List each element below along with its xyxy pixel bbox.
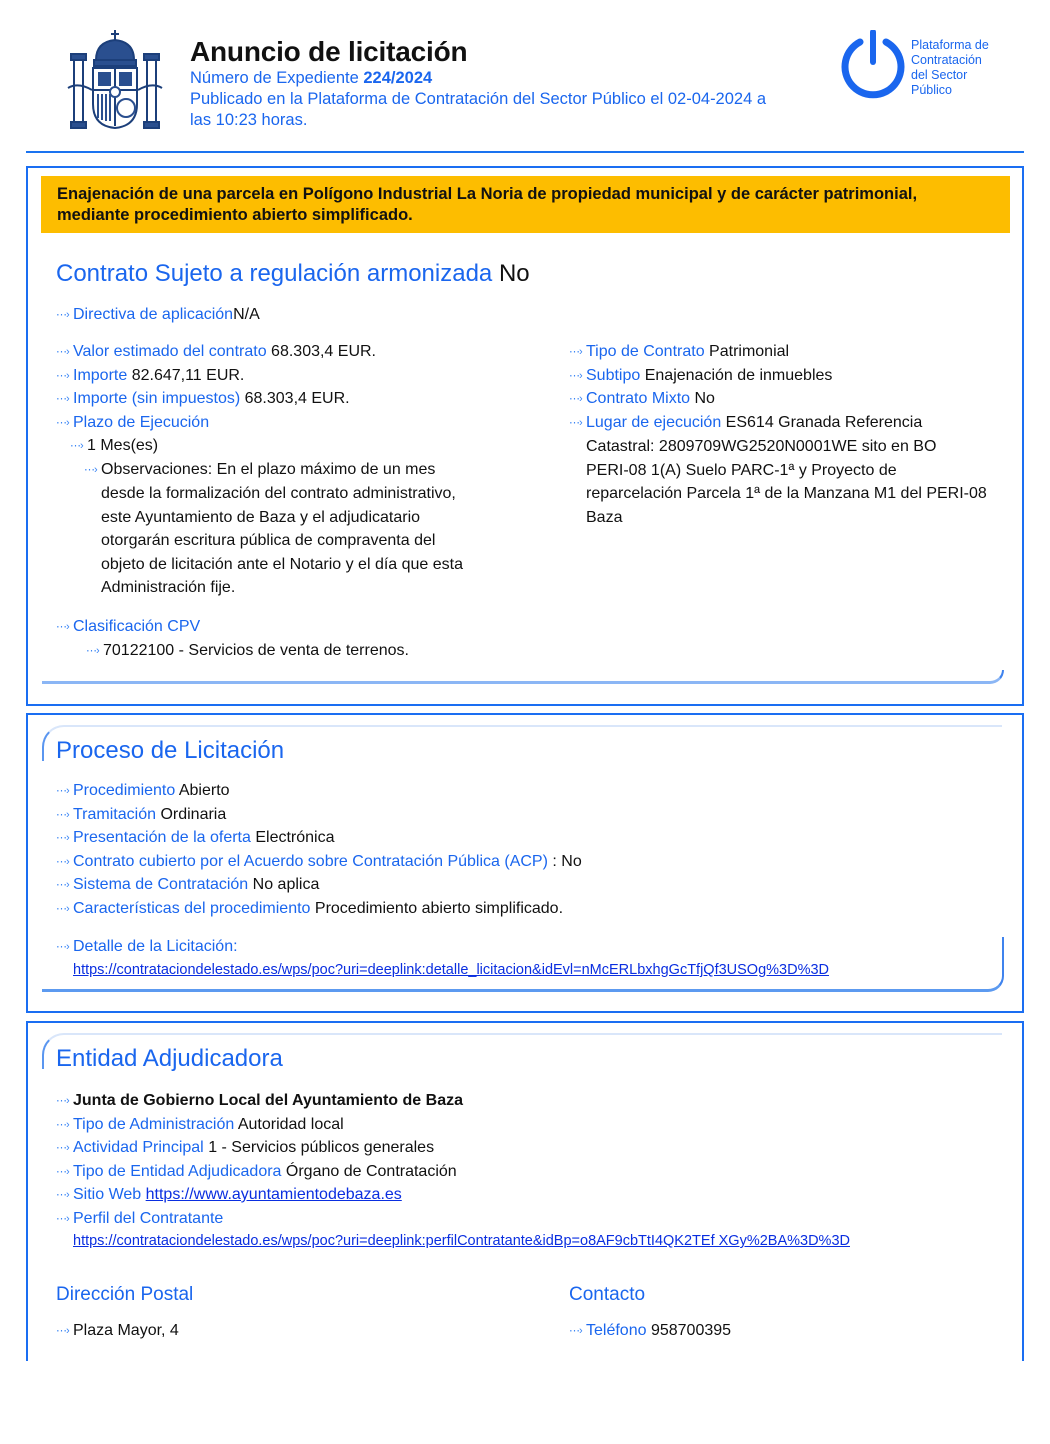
arrow-icon: ⋯› bbox=[56, 808, 69, 821]
arrow-icon: ⋯› bbox=[56, 309, 69, 321]
expediente-label: Número de Expediente bbox=[190, 69, 359, 87]
contract-summary-card bbox=[26, 166, 1024, 706]
contract-object-banner bbox=[41, 176, 1010, 233]
arrow-icon: ⋯› bbox=[56, 1212, 69, 1225]
entidad-name-row bbox=[56, 1089, 463, 1114]
logo-line: Plataforma de bbox=[911, 38, 989, 52]
field-label: Sistema de Contratación bbox=[73, 876, 249, 893]
armonizada-value: No bbox=[498, 260, 530, 287]
arrow-icon: ⋯› bbox=[56, 346, 69, 358]
power-icon bbox=[838, 30, 908, 105]
field-value: Enajenación de inmuebles bbox=[644, 366, 833, 384]
arrow-icon: ⋯› bbox=[56, 416, 69, 429]
valor-estimado-row bbox=[56, 340, 376, 365]
entidad-heading: Entidad Adjudicadora bbox=[56, 1045, 283, 1072]
arrow-icon: ⋯› bbox=[56, 941, 69, 953]
armonizada-heading bbox=[56, 260, 530, 288]
subtipo-row bbox=[569, 364, 832, 389]
field-label: Valor estimado del contrato bbox=[73, 343, 267, 360]
field-label: Detalle de la Licitación: bbox=[73, 938, 238, 955]
plazo-value: 1 Mes(es) bbox=[87, 437, 159, 454]
tipo-administracion-row bbox=[56, 1113, 344, 1138]
field-label: Actividad Principal bbox=[73, 1139, 204, 1156]
procedimiento-row bbox=[56, 779, 230, 804]
arrow-icon: ⋯› bbox=[56, 879, 69, 891]
perfil-contratante-link[interactable]: https://contrataciondelestado.es/wps/poc?uri=deeplink:perfilContratante&idBp=o8AF9cbTtI4QK2TEf XGy%2BA%3D%3D bbox=[73, 1233, 850, 1249]
observaciones-line: Administración fije. bbox=[101, 579, 236, 596]
tipo-entidad-row bbox=[56, 1160, 457, 1185]
field-label: Procedimiento bbox=[73, 782, 176, 799]
field-value: Abierto bbox=[178, 782, 230, 799]
field-label: Tramitación bbox=[73, 805, 156, 823]
arrow-icon: ⋯› bbox=[56, 369, 69, 382]
lugar-ejecucion-row bbox=[569, 411, 987, 530]
field-label: Teléfono bbox=[586, 1322, 647, 1339]
arrow-icon: ⋯› bbox=[56, 902, 69, 915]
field-label: Plazo de Ejecución bbox=[73, 413, 210, 431]
arrow-icon: ⋯› bbox=[86, 644, 99, 657]
field-label: Contrato Mixto bbox=[586, 390, 691, 407]
arrow-icon: ⋯› bbox=[56, 785, 69, 797]
field-value: 68.303,4 EUR. bbox=[271, 343, 376, 360]
direccion-value: Plaza Mayor, 4 bbox=[73, 1322, 179, 1339]
observaciones-line: objeto de licitación ante el Notario y el día que esta bbox=[101, 555, 464, 573]
plazo-ejecucion-row bbox=[56, 411, 209, 436]
direccion-postal-heading: Dirección Postal bbox=[56, 1284, 194, 1305]
tramitacion-row bbox=[56, 803, 226, 828]
platform-logo bbox=[838, 30, 1018, 105]
field-label: Características del procedimiento bbox=[73, 899, 311, 917]
published-line-1: Publicado en la Plataforma de Contratación del Sector Público el 02-04-2024 a bbox=[190, 90, 767, 108]
field-label: Lugar de ejecución bbox=[586, 413, 722, 431]
coat-of-arms-icon bbox=[66, 28, 164, 132]
field-value: 82.647,11 EUR. bbox=[131, 366, 245, 384]
header-text bbox=[190, 36, 830, 131]
published-line-2: las 10:23 horas. bbox=[190, 111, 308, 129]
field-value: No bbox=[694, 390, 715, 407]
armonizada-label: Contrato Sujeto a regulación armonizada bbox=[56, 260, 493, 287]
observaciones-line: desde la formalización del contrato administrativo, bbox=[101, 485, 456, 502]
arrow-icon: ⋯› bbox=[569, 393, 582, 405]
contacto-heading: Contacto bbox=[569, 1284, 646, 1305]
perfil-contratante-row bbox=[56, 1207, 223, 1232]
platform-logo-text bbox=[911, 38, 989, 98]
field-value: Procedimiento abierto simplificado. bbox=[314, 899, 564, 917]
field-value: Patrimonial bbox=[709, 343, 790, 360]
field-label: Sitio Web bbox=[73, 1186, 142, 1203]
sitio-web-row bbox=[56, 1183, 402, 1208]
entidad-adjudicadora-card bbox=[26, 1021, 1024, 1361]
field-value: : No bbox=[552, 852, 582, 870]
arrow-icon: ⋯› bbox=[56, 855, 69, 868]
importe-row bbox=[56, 364, 244, 389]
proceso-licitacion-card bbox=[26, 713, 1024, 1013]
page-title: Anuncio de licitación bbox=[190, 36, 468, 67]
field-label: Tipo de Contrato bbox=[586, 343, 705, 360]
arrow-icon: ⋯› bbox=[84, 463, 97, 476]
field-label: Importe (sin impuestos) bbox=[73, 390, 241, 407]
plazo-value-row bbox=[70, 434, 158, 459]
actividad-principal-row bbox=[56, 1136, 434, 1161]
arrow-icon: ⋯› bbox=[56, 1189, 69, 1201]
telefono-row bbox=[569, 1319, 731, 1344]
field-label: Presentación de la oferta bbox=[73, 829, 251, 846]
arrow-icon: ⋯› bbox=[56, 1325, 69, 1337]
arrow-icon: ⋯› bbox=[569, 1325, 582, 1337]
arrow-icon: ⋯› bbox=[56, 832, 69, 844]
field-value: Autoridad local bbox=[237, 1115, 344, 1133]
arrow-icon: ⋯› bbox=[56, 1118, 69, 1131]
observaciones-block bbox=[84, 458, 463, 600]
field-label: Tipo de Administración bbox=[73, 1115, 235, 1133]
presentacion-row bbox=[56, 826, 335, 851]
banner-line: mediante procedimiento abierto simplificado. bbox=[57, 206, 413, 224]
field-value: 68.303,4 EUR. bbox=[244, 390, 350, 407]
card-bottom-decoration bbox=[42, 937, 1004, 992]
cpv-value-row bbox=[86, 639, 409, 664]
arrow-icon: ⋯› bbox=[56, 1165, 69, 1178]
field-value: 958700395 bbox=[650, 1322, 732, 1339]
lugar-line: PERI-08 1(A) Suelo PARC-1ª y Proyecto de bbox=[586, 461, 897, 479]
entidad-name: Junta de Gobierno Local del Ayuntamiento de Baza bbox=[73, 1092, 463, 1109]
sistema-row bbox=[56, 873, 319, 898]
field-label: Contrato cubierto por el Acuerdo sobre Contratación Pública (ACP) bbox=[73, 852, 548, 870]
lugar-line: Catastral: 2809709WG2520N0001WE sito en BO bbox=[586, 438, 937, 455]
direccion-row bbox=[56, 1319, 179, 1344]
arrow-icon: ⋯› bbox=[56, 1142, 69, 1154]
field-label: Directiva de aplicación bbox=[73, 306, 234, 323]
expediente-number: 224/2024 bbox=[363, 69, 433, 87]
expediente-line bbox=[190, 68, 830, 89]
arrow-icon: ⋯› bbox=[569, 346, 582, 358]
field-value: Electrónica bbox=[255, 829, 335, 846]
logo-line: Contratación bbox=[911, 53, 982, 67]
field-label: Clasificación CPV bbox=[73, 618, 201, 635]
observaciones-line: Observaciones: En el plazo máximo de un mes bbox=[101, 460, 436, 478]
logo-line: del Sector bbox=[911, 68, 968, 82]
arrow-icon: ⋯› bbox=[569, 369, 582, 382]
acp-row bbox=[56, 850, 582, 875]
cpv-row bbox=[56, 615, 200, 640]
field-value: ES614 Granada Referencia bbox=[725, 413, 923, 431]
perfil-link-row bbox=[73, 1230, 850, 1254]
arrow-icon: ⋯› bbox=[56, 621, 69, 633]
arrow-icon: ⋯› bbox=[569, 416, 582, 429]
contrato-mixto-row bbox=[569, 387, 715, 412]
directiva-row bbox=[56, 303, 260, 328]
header-divider bbox=[26, 151, 1024, 153]
field-value: N/A bbox=[233, 306, 260, 323]
lugar-line: reparcelación Parcela 1ª de la Manzana M1 del PERI-08 bbox=[586, 485, 987, 502]
field-value: Órgano de Contratación bbox=[285, 1162, 457, 1180]
card-bottom-decoration bbox=[42, 670, 1004, 684]
banner-line: Enajenación de una parcela en Polígono Industrial La Noria de propiedad municipal y de carácter patrimonial, bbox=[57, 185, 918, 203]
observaciones-line: otorgarán escritura pública de compraventa del bbox=[101, 532, 436, 549]
field-label: Tipo de Entidad Adjudicadora bbox=[73, 1162, 282, 1180]
proceso-heading: Proceso de Licitación bbox=[56, 737, 285, 764]
arrow-icon: ⋯› bbox=[70, 440, 83, 452]
detalle-licitacion-link[interactable]: https://contrataciondelestado.es/wps/poc?uri=deeplink:detalle_licitacion&idEvl=nMcERLbxhgGcTfjQf3USOg%3D%3D bbox=[73, 962, 830, 978]
caracteristicas-row bbox=[56, 897, 563, 922]
field-value: 1 - Servicios públicos generales bbox=[208, 1139, 435, 1156]
field-value: No aplica bbox=[252, 876, 320, 893]
tipo-contrato-row bbox=[569, 340, 789, 365]
cpv-value: 70122100 - Servicios de venta de terrenos. bbox=[103, 641, 409, 659]
field-label: Perfil del Contratante bbox=[73, 1209, 224, 1227]
sitio-web-link[interactable]: https://www.ayuntamientodebaza.es bbox=[145, 1186, 402, 1203]
arrow-icon: ⋯› bbox=[56, 1095, 69, 1107]
arrow-icon: ⋯› bbox=[56, 393, 69, 405]
field-label: Importe bbox=[73, 366, 128, 384]
importe-sin-impuestos-row bbox=[56, 387, 350, 412]
logo-line: Público bbox=[911, 83, 952, 97]
lugar-line: Baza bbox=[586, 508, 623, 526]
document-header bbox=[0, 0, 1050, 150]
observaciones-line: este Ayuntamiento de Baza y el adjudicatario bbox=[101, 508, 421, 526]
field-label: Subtipo bbox=[586, 366, 641, 384]
field-value: Ordinaria bbox=[160, 805, 227, 823]
